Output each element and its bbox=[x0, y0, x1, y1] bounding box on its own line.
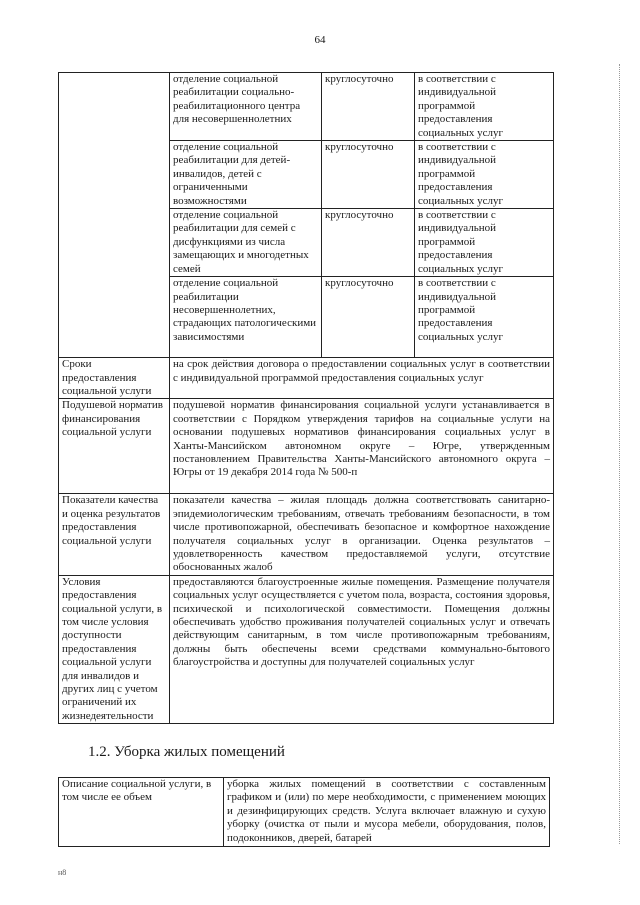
section-heading: 1.2. Уборка жилых помещений bbox=[88, 744, 285, 760]
row-label: Сроки предоставления социальной услуги bbox=[59, 358, 170, 399]
row-text: подушевой норматив финансирования социальной услуги устанавливается в соответствии с Порядком утверждения тарифов на социальные услуги на основании подушевых нормативов финансирования социальных услуг в Ханты-Мансийском автономном округе – Югре, утвержденным постановлением Правительства Ханты-Мансийского автономного округа – Югры от 19 декабря 2014 года № 500-п bbox=[170, 399, 554, 494]
mode-cell: круглосуточно bbox=[322, 141, 415, 209]
row-text: на срок действия договора о предоставлении социальных услуг в соответствии с индивидуальной программой предоставления социальных услуг bbox=[170, 358, 554, 399]
table-row bbox=[59, 494, 554, 575]
scan-edge-marks bbox=[613, 64, 620, 844]
table-row bbox=[59, 358, 554, 399]
row-text: предоставляются благоустроенные жилые помещения. Размещение получателя социальных услуг осуществляется с учетом пола, возраста, состояния здоровья, психической и психологической совместимости. Помещения должны обеспечивать удобство проживания получателей социальных услуг и отвечать действующим санитарным, в том числе противопожарным требованиям, должны быть обеспечены всеми средствами коммунально-бытового благоустройства и доступны для получателей социальных услуг bbox=[170, 575, 554, 723]
empty-label-cell bbox=[59, 73, 170, 358]
table-row bbox=[59, 575, 554, 723]
page-number: 64 bbox=[314, 34, 326, 46]
row-text: уборка жилых помещений в соответствии с составленным графиком и (или) по мере необходимости, с применением моющих и дезинфицирующих средств. Услуга включает влажную и сухую уборку (очистка от пыли и мусора мебели, оборудования, полов, подоконников, дверей, батарей bbox=[224, 778, 550, 847]
institution-name: отделение социальной реабилитации несовершеннолетних, страдающих патологическими зависимостями bbox=[170, 277, 322, 358]
table-row bbox=[59, 73, 554, 141]
periodicity-cell: в соответствии с индивидуальной программой предоставления социальных услуг bbox=[415, 141, 554, 209]
table-row bbox=[59, 778, 550, 847]
service-description-table bbox=[58, 777, 550, 847]
institution-name: отделение социальной реабилитации социально-реабилитационного центра для несовершеннолетних bbox=[170, 73, 322, 141]
row-label: Показатели качества и оценка результатов предоставления социальной услуги bbox=[59, 494, 170, 575]
row-text: показатели качества – жилая площадь должна соответствовать санитарно-эпидемиологическим требованиям, отвечать требованиям безопасности, в том числе противопожарной, обеспечивать безопасное и комфортное нахождение получателя социальных услуг в организации. Оценка результатов – удовлетворенность качеством предоставляемой услуги, отсутствие обоснованных жалоб bbox=[170, 494, 554, 575]
institution-name: отделение социальной реабилитации для детей-инвалидов, детей с ограниченными возможностями bbox=[170, 141, 322, 209]
mode-cell: круглосуточно bbox=[322, 277, 415, 358]
row-label: Условия предоставления социальной услуги, в том числе условия доступности предоставления социальной услуги для инвалидов и других лиц с учетом ограничений их жизнедеятельности bbox=[59, 575, 170, 723]
row-label: Подушевой норматив финансирования социальной услуги bbox=[59, 399, 170, 494]
mode-cell: круглосуточно bbox=[322, 209, 415, 277]
service-table bbox=[58, 72, 554, 724]
periodicity-cell: в соответствии с индивидуальной программой предоставления социальных услуг bbox=[415, 209, 554, 277]
table-row bbox=[59, 399, 554, 494]
institution-name: отделение социальной реабилитации для семей с дисфункциями из числа замещающих и многодетных семей bbox=[170, 209, 322, 277]
row-label: Описание социальной услуги, в том числе ее объем bbox=[59, 778, 224, 847]
footer-mark: н8 bbox=[58, 868, 67, 877]
periodicity-cell: в соответствии с индивидуальной программой предоставления социальных услуг bbox=[415, 73, 554, 141]
periodicity-cell: в соответствии с индивидуальной программой предоставления социальных услуг bbox=[415, 277, 554, 358]
mode-cell: круглосуточно bbox=[322, 73, 415, 141]
